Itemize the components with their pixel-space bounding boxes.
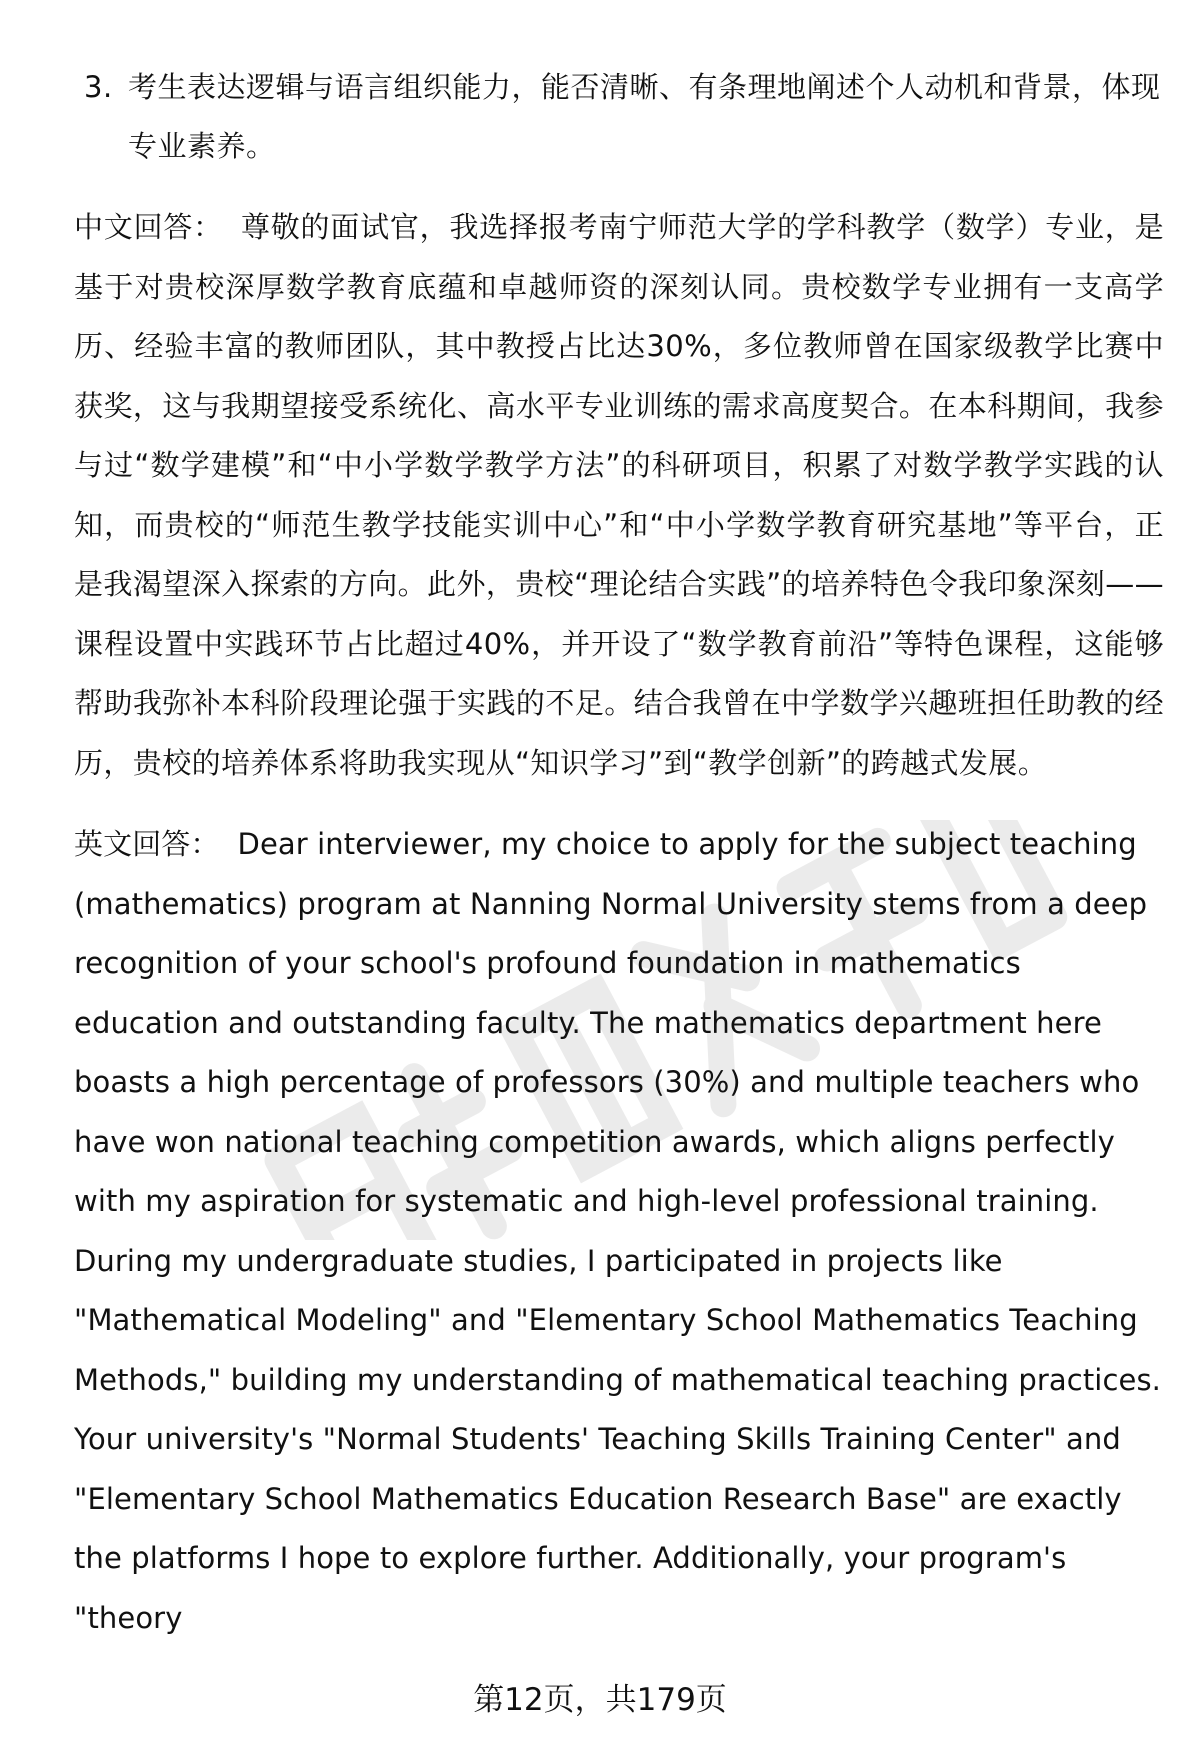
english-answer-text: Dear interviewer, my choice to apply for the subject teaching (mathematics) program at Nanning Normal University stems from a deep recognition of your school's profound foundation in mathematics education and outstanding faculty. The mathematics department here boasts a high percentage of professors (30%) and multiple teachers who have won national teaching competition awards, which aligns perfectly with my aspiration for systematic and high-level professional training. During my undergraduate studies, I participated in projects like "Mathematical Modeling" and "Elementary School Mathematics Teaching Methods," building my understanding of mathematical teaching practices. Your university's "Normal Students' Teaching Skills Training Center" and "Elementary School Mathematics Education Research Base" are exactly the platforms I hope to explore further. Additionally, your program's "theory <box>74 827 1161 1635</box>
list-number: 3. <box>84 70 113 104</box>
page-number: 第12页，共179页 <box>473 1682 727 1718</box>
document-content <box>74 58 1164 1648</box>
english-answer-paragraph <box>74 815 1164 1648</box>
list-item <box>74 58 1164 176</box>
chinese-answer-label: 中文回答： <box>74 210 223 244</box>
chinese-answer-paragraph <box>74 198 1164 793</box>
list-text: 考生表达逻辑与语言组织能力，能否清晰、有条理地阐述个人动机和背景，体现专业素养。 <box>128 70 1161 163</box>
english-answer-label: 英文回答： <box>74 827 220 861</box>
page-footer <box>0 1680 1200 1720</box>
chinese-answer-text: 尊敬的面试官，我选择报考南宁师范大学的学科教学（数学）专业，是基于对贵校深厚数学教育底蕴和卓越师资的深刻认同。贵校数学专业拥有一支高学历、经验丰富的教师团队，其中教授占比达30%，多位教师曾在国家级教学比赛中获奖，这与我期望接受系统化、高水平专业训练的需求高度契合。在本科期间，我参与过“数学建模”和“中小学数学教学方法”的科研项目，积累了对数学教学实践的认知，而贵校的“师范生教学技能实训中心”和“中小学数学教育研究基地”等平台，正是我渴望深入探索的方向。此外，贵校“理论结合实践”的培养特色令我印象深刻——课程设置中实践环节占比超过40%，并开设了“数学教育前沿”等特色课程，这能够帮助我弥补本科阶段理论强于实践的不足。结合我曾在中学数学兴趣班担任助教的经历，贵校的培养体系将助我实现从“知识学习”到“教学创新”的跨越式发展。 <box>74 210 1164 780</box>
